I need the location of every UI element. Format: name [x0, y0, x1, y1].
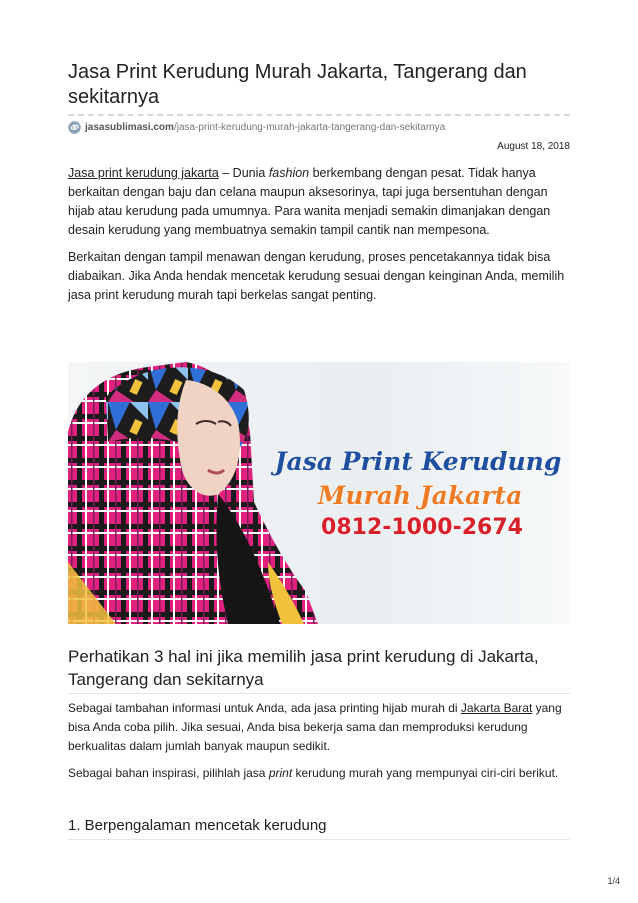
intro-paragraph-2: Berkaitan dengan tampil menawan dengan kerudung, proses pencetakannya tidak bisa diabaikan. Jika Anda hendak mencetak kerudung sesuai dengan keinginan Anda, memilih jasa print kerudung murah tapi berkelas sangat penting. [68, 250, 565, 302]
banner-line-1: Jasa Print Kerudung [274, 447, 562, 476]
hero-banner-image [68, 362, 570, 624]
text-run: Sebagai tambahan informasi untuk Anda, ada jasa printing hijab murah di [68, 701, 461, 715]
text-run: yang bisa Anda coba pilih. Jika sesuai, Anda bisa bekerja sama dan memproduksi kerudung berkualitas dalam jumlah banyak maupun sedikit. [68, 701, 562, 753]
publish-date: August 18, 2018 [497, 141, 570, 152]
article-title: Jasa Print Kerudung Murah Jakarta, Tangerang dan sekitarnya [68, 61, 527, 108]
banner-phone: 0812-1000-2674 [321, 515, 523, 540]
text-run: kerudung murah yang mempunyai ciri-ciri berikut. [292, 766, 559, 780]
emphasis-print: print [268, 766, 293, 780]
text-run: – Dunia [218, 166, 269, 180]
text-run: Sebagai bahan inspirasi, pilihlah jasa [68, 766, 269, 780]
emphasis-fashion: fashion [268, 166, 310, 180]
source-path: /jasa-print-kerudung-murah-jakarta-tangerang-dan-sekitarnya [173, 122, 446, 133]
text-run: berkembang dengan pesat. Tidak hanya berkaitan dengan baju dan celana maupun aksesorinya, tapi juga bersentuhan dengan hijab atau kerudung pada umumnya. Para wanita menjadi semakin dimanjakan dengan desain kerudung yang membuatnya semakin tampil cantik nan mempesona. [68, 166, 551, 237]
page-number: 1/4 [607, 876, 620, 886]
link-icon [68, 121, 81, 134]
banner-line-2: Murah Jakarta [317, 481, 523, 510]
section-divider [68, 693, 570, 694]
source-url[interactable] [85, 122, 445, 134]
title-divider [68, 114, 570, 116]
jakarta-barat-link[interactable]: Jakarta Barat [460, 701, 533, 715]
subsection-divider [68, 839, 570, 840]
source-domain: jasasublimasi.com [85, 122, 174, 133]
section-paragraph-1 [68, 699, 570, 756]
subsection-heading: 1. Berpengalaman mencetak kerudung [68, 817, 327, 834]
section-heading: Perhatikan 3 hal ini jika memilih jasa print kerudung di Jakarta, Tangerang dan sekitarnya [68, 647, 539, 689]
intro-paragraph-1 [68, 164, 570, 240]
section-paragraph-2 [68, 764, 570, 783]
hijab-illustration [68, 362, 570, 624]
jasa-print-kerudung-link[interactable]: Jasa print kerudung jakarta [68, 166, 219, 180]
